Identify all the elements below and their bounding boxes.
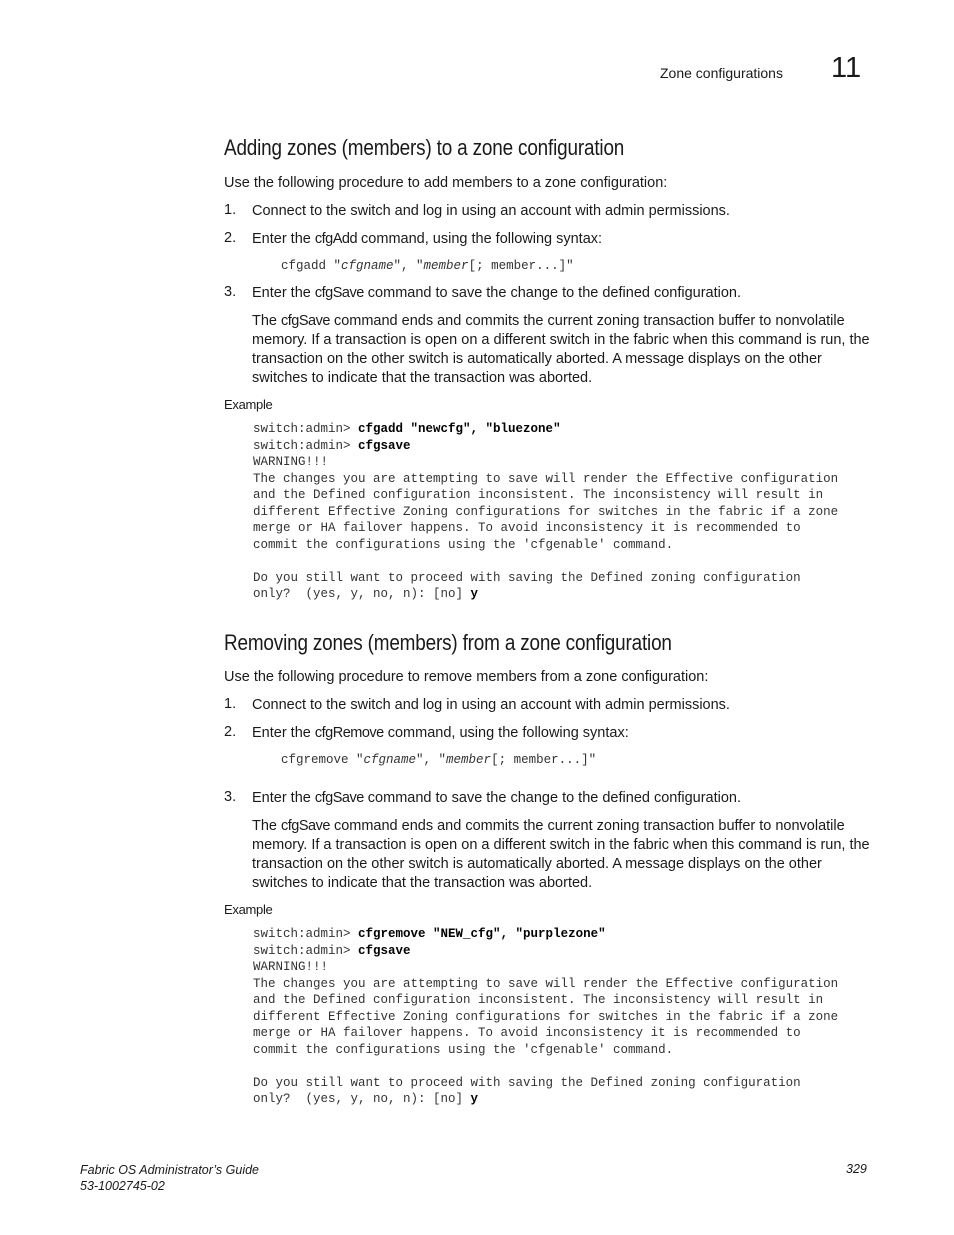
command-syntax: cfgadd "cfgname", "member[; member...]" [281,259,574,273]
command-name: cfgSave [281,313,330,329]
step-text: Connect to the switch and log in using an account with admin permissions. [252,697,730,713]
step-number: 1. [224,202,237,218]
section-heading-removing-zones: Removing zones (members) from a zone configuration [224,630,672,655]
step-text: Enter the cfgRemove command, using the following syntax: [252,725,629,741]
step-number: 3. [224,284,237,300]
step-text: Enter the cfgSave command to save the change to the defined configuration. [252,285,742,301]
section-intro: Use the following procedure to add members to a zone configuration: [224,175,668,191]
section-intro: Use the following procedure to remove members from a zone configuration: [224,669,709,685]
footer-doc-info [80,1162,259,1194]
step-text: Connect to the switch and log in using an account with admin permissions. [252,203,730,219]
command-name: cfgSave [314,790,364,806]
step-description: The cfgSave command ends and commits the current zoning transaction buffer to nonvolatile memory. If a transaction is open on a different switch in the fabric when this command is run, the transaction on the other switch is automatically aborted. A message displays on the other switches to indicate that the transaction was aborted. [252,313,870,386]
step-number: 1. [224,696,237,712]
step-text: Enter the cfgSave command to save the change to the defined configuration. [252,790,742,806]
step-text: Enter the cfgAdd command, using the following syntax: [252,231,603,247]
command-name: cfgRemove [314,725,384,741]
command-name: cfgAdd [314,231,358,247]
step-number: 3. [224,789,237,805]
command-name: cfgSave [281,818,330,834]
chapter-number: 11 [831,52,862,84]
running-header-section: Zone configurations [660,65,783,81]
footer-title: Fabric OS Administrator’s Guide [80,1163,259,1177]
section-heading-adding-zones: Adding zones (members) to a zone configuration [224,135,625,160]
command-syntax: cfgremove "cfgname", "member[; member...]" [281,753,597,767]
example-label: Example [224,397,273,412]
step-number: 2. [224,724,237,740]
step-description: The cfgSave command ends and commits the current zoning transaction buffer to nonvolatile memory. If a transaction is open on a different switch in the fabric when this command is run, the transaction on the other switch is automatically aborted. A message displays on the other switches to indicate that the transaction was aborted. [252,818,870,891]
footer-doc-number: 53-1002745-02 [80,1179,165,1193]
step-number: 2. [224,230,237,246]
example-code-block: switch:admin> cfgremove "NEW_cfg", "purplezone" switch:admin> cfgsave WARNING!!! The changes you are attempting to save will render the Effective configuration and the Defined configuration inconsistent. The inconsistency will result in different Effective Zoning configurations for switches in the fabric if a zone merge or HA failover happens. To avoid inconsistency it is recommended to commit the configurations using the 'cfgenable' command. Do you still want to proceed with saving the Defined zoning configuration only? (yes, y, no, n): [no] y [253,927,839,1106]
example-label: Example [224,902,273,917]
example-code-block: switch:admin> cfgadd "newcfg", "bluezone" switch:admin> cfgsave WARNING!!! The changes you are attempting to save will render the Effective configuration and the Defined configuration inconsistent. The inconsistency will result in different Effective Zoning configurations for switches in the fabric if a zone merge or HA failover happens. To avoid inconsistency it is recommended to commit the configurations using the 'cfgenable' command. Do you still want to proceed with saving the Defined zoning configuration only? (yes, y, no, n): [no] y [253,422,839,601]
page-number: 329 [846,1162,867,1176]
command-name: cfgSave [314,285,364,301]
